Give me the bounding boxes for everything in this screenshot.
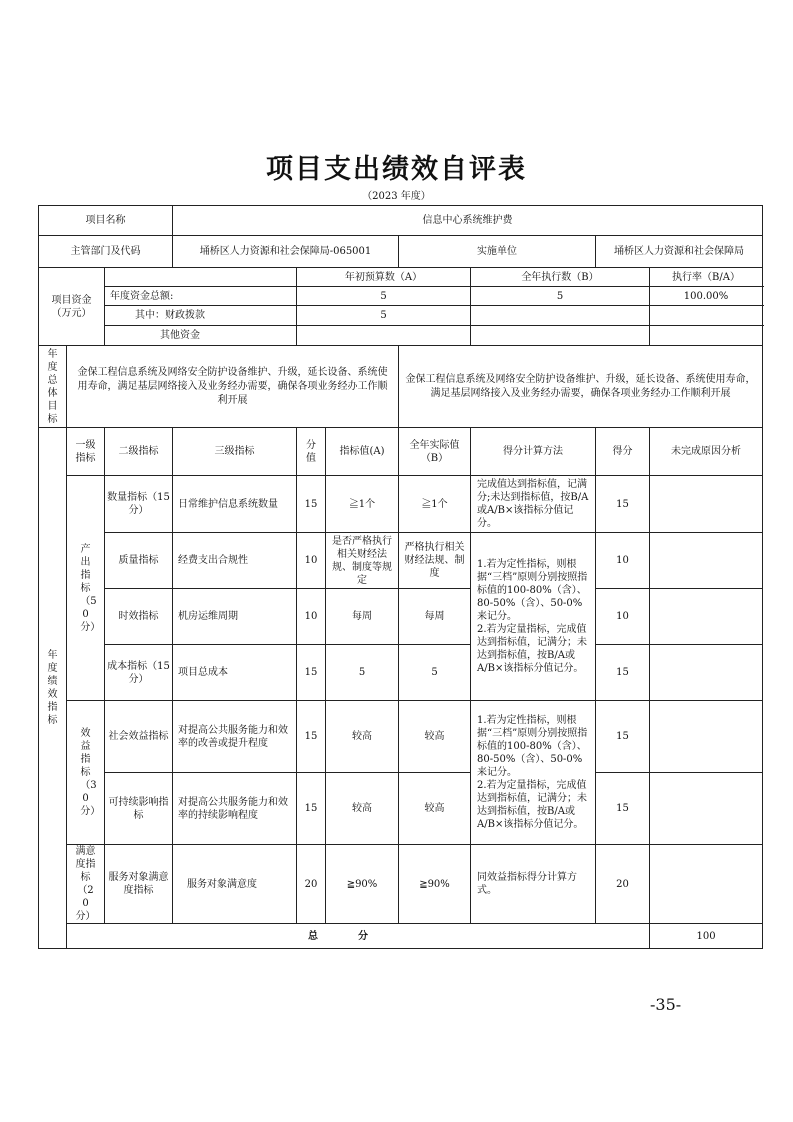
funds-row: [39, 287, 763, 306]
implementer-value: 埇桥区人力资源和社会保障局: [596, 236, 763, 268]
funds-row-label: 年度资金总额:: [105, 287, 297, 306]
indicator-level2: 服务对象满意度指标: [105, 845, 173, 924]
indicator-header-row: [39, 428, 763, 476]
indicator-row: [39, 589, 763, 645]
indicator-actual: ≧1个: [399, 476, 471, 533]
indicator-score: 15: [596, 476, 650, 533]
indicator-level2: 成本指标（15分）: [105, 645, 173, 701]
indicator-row: [39, 645, 763, 701]
funds-row-rate: 100.00%: [650, 287, 763, 306]
indicator-level2: 时效指标: [105, 589, 173, 645]
header-method: 得分计算方法: [471, 428, 596, 476]
indicator-row: [39, 476, 763, 533]
funds-row-exec: [471, 306, 650, 326]
funds-col-rate: 执行率（B/A）: [650, 268, 763, 287]
header-level2: 二级指标: [105, 428, 173, 476]
header-level1: 一级指标: [67, 428, 105, 476]
indicator-row: [39, 701, 763, 773]
funds-label: [39, 268, 105, 346]
indicator-weight: 10: [297, 533, 326, 589]
indicator-actual: 较高: [399, 701, 471, 773]
indicator-target: 是否严格执行相关财经法规、制度等规定: [326, 533, 399, 589]
indicator-reason: [650, 533, 763, 589]
indicator-level2: 可持续影响指标: [105, 773, 173, 845]
total-label: 总分: [67, 924, 650, 949]
header-actual: 全年实际值（B）: [399, 428, 471, 476]
indicator-reason: [650, 476, 763, 533]
indicator-score: 10: [596, 589, 650, 645]
indicator-target: ≧90%: [326, 845, 399, 924]
indicator-weight: 20: [297, 845, 326, 924]
funds-row: [39, 306, 763, 326]
indicator-score: 15: [596, 773, 650, 845]
indicator-reason: [650, 645, 763, 701]
indicator-weight: 15: [297, 701, 326, 773]
indicator-actual: 严格执行相关财经法规、制度: [399, 533, 471, 589]
indicator-score: 15: [596, 701, 650, 773]
goal-actual: 金保工程信息系统及网络安全防护设备维护、升级，延长设备、系统使用寿命，满足基层网络接入及业务经办需要，确保各项业务经办工作顺利开展: [399, 346, 763, 428]
implementer-label: 实施单位: [399, 236, 596, 268]
header-target: 指标值(A): [326, 428, 399, 476]
goal-label: 年度总体目标: [39, 346, 67, 428]
indicator-method: 完成值达到指标值，记满分;未达到指标值，按B/A或A/B×该指标分值记分。: [471, 476, 596, 533]
document-title: 项目支出绩效自评表: [266, 154, 527, 185]
funds-row-rate: [650, 306, 763, 326]
indicator-weight: 15: [297, 773, 326, 845]
funds-row-exec: 5: [471, 287, 650, 306]
indicator-level2: 质量指标: [105, 533, 173, 589]
indicator-target: 较高: [326, 701, 399, 773]
indicator-weight: 15: [297, 645, 326, 701]
project-name-value: 信息中心系统维护费: [173, 206, 763, 236]
project-name-label: 项目名称: [39, 206, 173, 236]
indicator-level3: 对提高公共服务能力和效率的改善或提升程度: [173, 701, 297, 773]
funds-label-line1: 项目资金: [51, 294, 92, 306]
total-score: 100: [650, 924, 763, 949]
funds-row-exec: [471, 326, 650, 346]
evaluation-table: [38, 205, 763, 949]
header-weight: 分值: [297, 428, 326, 476]
indicator-actual: 5: [399, 645, 471, 701]
indicator-level2: 社会效益指标: [105, 701, 173, 773]
funds-col-exec: 全年执行数（B）: [471, 268, 650, 287]
indicator-score: 20: [596, 845, 650, 924]
indicator-level3: 对提高公共服务能力和效率的持续影响程度: [173, 773, 297, 845]
indicator-target: 5: [326, 645, 399, 701]
page-number: -35-: [650, 995, 682, 1014]
indicator-actual: ≧90%: [399, 845, 471, 924]
year-label: （2023 年度）: [362, 191, 431, 202]
indicator-row: [39, 773, 763, 845]
funds-row-label: 其他资金: [105, 326, 297, 346]
output-indicator-label: 产出指标（50分）: [67, 476, 105, 701]
indicator-reason: [650, 845, 763, 924]
indicator-method: 同效益指标得分计算方式。: [471, 845, 596, 924]
funds-row-budget: [297, 326, 471, 346]
funds-col-budget: 年初预算数（A）: [297, 268, 471, 287]
indicator-reason: [650, 701, 763, 773]
indicator-score: 15: [596, 645, 650, 701]
indicator-weight: 15: [297, 476, 326, 533]
indicator-level2: 数量指标（15分）: [105, 476, 173, 533]
funds-label-line2: （万元）: [51, 307, 92, 319]
satisfaction-indicator-label: 满意度指标（20分）: [67, 845, 105, 924]
indicator-target: 每周: [326, 589, 399, 645]
funds-header-row: [39, 268, 763, 287]
department-value: 埇桥区人力资源和社会保障局-065001: [173, 236, 399, 268]
funds-row-rate: [650, 326, 763, 346]
header-level3: 三级指标: [173, 428, 297, 476]
benefit-indicator-label: 效益指标（30分）: [67, 701, 105, 845]
indicator-reason: [650, 773, 763, 845]
funds-row: [39, 326, 763, 346]
funds-header-blank: [105, 268, 297, 287]
header-reason: 未完成原因分析: [650, 428, 763, 476]
indicator-weight: 10: [297, 589, 326, 645]
indicator-method: 1.若为定性指标，则根据“三档”原则分别按照指标值的100-80%（含）、80-50%（含）、50-0%来记分。 2.若为定量指标，完成值达到指标值，记满分；未达到指标值，按B/A或A/B×该指标分值记分。: [471, 701, 596, 845]
indicator-level3: 服务对象满意度: [173, 845, 297, 924]
indicator-actual: 每周: [399, 589, 471, 645]
funds-row-budget: 5: [297, 287, 471, 306]
indicator-level3: 项目总成本: [173, 645, 297, 701]
header-score: 得分: [596, 428, 650, 476]
funds-row-budget: 5: [297, 306, 471, 326]
total-row: [39, 924, 763, 949]
department-label: 主管部门及代码: [39, 236, 173, 268]
indicator-row: [39, 845, 763, 924]
goal-planned: 金保工程信息系统及网络安全防护设备维护、升级，延长设备、系统使用寿命，满足基层网络接入及业务经办需要，确保各项业务经办工作顺利开展: [67, 346, 399, 428]
indicator-score: 10: [596, 533, 650, 589]
goal-row: [39, 346, 763, 428]
department-row: [39, 236, 763, 268]
project-name-row: [39, 206, 763, 236]
indicator-reason: [650, 589, 763, 645]
indicator-actual: 较高: [399, 773, 471, 845]
indicator-level3: 日常维护信息系统数量: [173, 476, 297, 533]
indicator-method: 1.若为定性指标，则根据“三档”原则分别按照指标值的100-80%（含）、80-50%（含）、50-0%来记分。 2.若为定量指标，完成值达到指标值，记满分；未达到指标值，按B/A或A/B×该指标分值记分。: [471, 533, 596, 701]
indicator-level3: 机房运维周期: [173, 589, 297, 645]
indicator-row: [39, 533, 763, 589]
indicator-target: 较高: [326, 773, 399, 845]
indicator-section-label: 年度绩效指标: [39, 428, 67, 949]
indicator-level3: 经费支出合规性: [173, 533, 297, 589]
indicator-target: ≧1个: [326, 476, 399, 533]
funds-row-label: 其中：财政拨款: [105, 306, 297, 326]
